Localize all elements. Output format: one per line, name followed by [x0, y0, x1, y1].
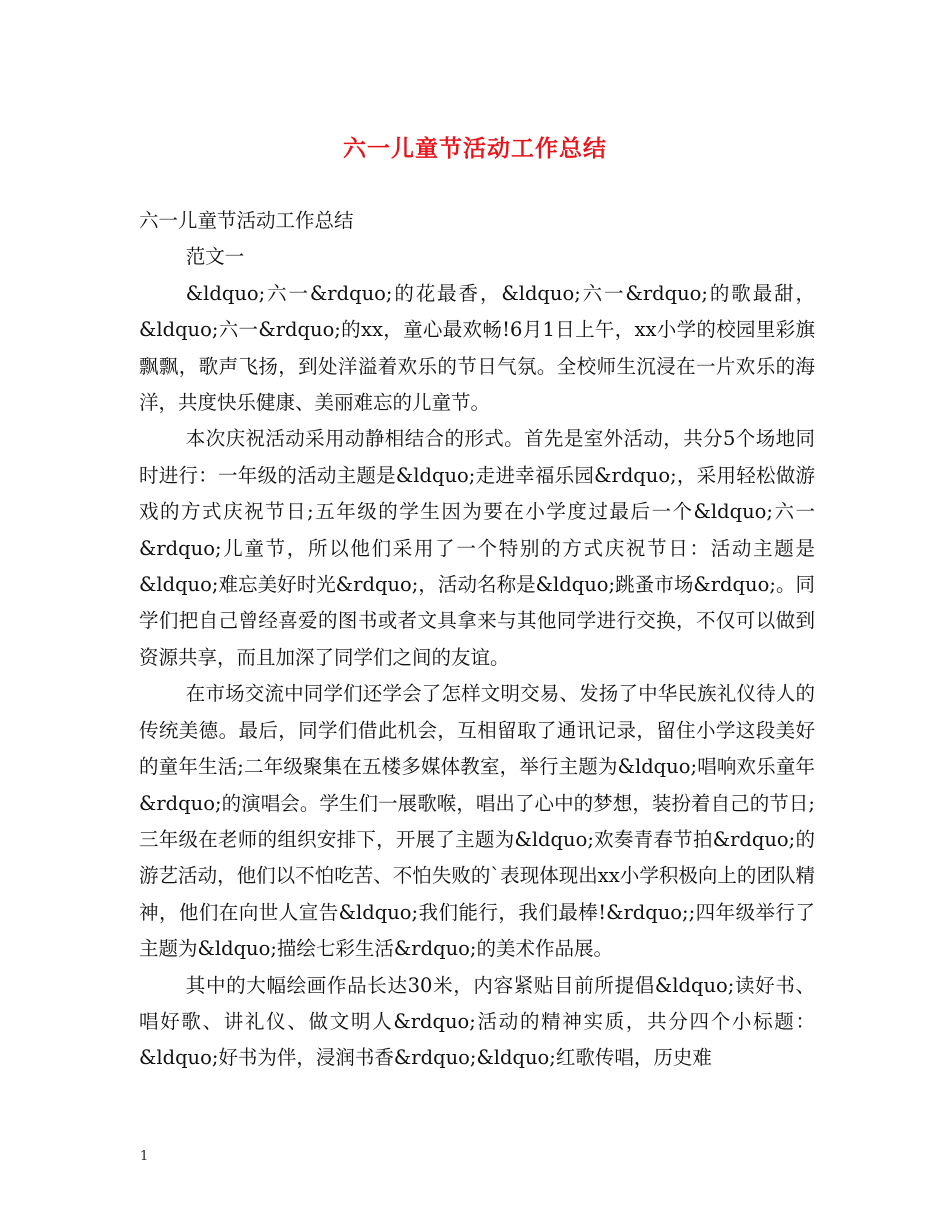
paragraph: &ldquo;六一&rdquo;的花最香，&ldquo;六一&rdquo;的歌最甜，&ldquo;六一&rdquo;的xx，童心最欢畅!6月1日上午，xx小学的校园里彩旗飘飘，歌声飞扬，到处洋溢着欢乐的节日气氛。全校师生沉浸在一片欢乐的海洋，共度快乐健康、美丽难忘的儿童节。: [139, 281, 815, 415]
paragraph: 其中的大幅绘画作品长达30米，内容紧贴目前所提倡&ldquo;读好书、唱好歌、讲礼仪、做文明人&rdquo;活动的精神实质，共分四个小标题：&ldquo;好书为伴，浸润书香&rdquo;&ldquo;红歌传唱，历史难: [139, 973, 815, 1070]
page-number: 1: [140, 1149, 149, 1164]
paragraph-subheading: 范文一: [185, 245, 245, 269]
document-body: [139, 203, 815, 1077]
document-title: 六一儿童节活动工作总结: [343, 135, 607, 162]
paragraph-heading: 六一儿童节活动工作总结: [139, 209, 354, 232]
paragraph: 本次庆祝活动采用动静相结合的形式。首先是室外活动，共分5个场地同时进行：一年级的活动主题是&ldquo;走进幸福乐园&rdquo;，采用轻松做游戏的方式庆祝节日;五年级的学生因为要在小学度过最后一个&ldquo;六一&rdquo;儿童节，所以他们采用了一个特别的方式庆祝节日：活动主题是&ldquo;难忘美好时光&rdquo;，活动名称是&ldquo;跳蚤市场&rdquo;。同学们把自己曾经喜爱的图书或者文具拿来与其他同学进行交换，不仅可以做到资源共享，而且加深了同学们之间的友谊。: [139, 427, 815, 669]
paragraph: 在市场交流中同学们还学会了怎样文明交易、发扬了中华民族礼仪待人的传统美德。最后，同学们借此机会，互相留取了通讯记录，留住小学这段美好的童年生活;二年级聚集在五楼多媒体教室，举行主题为&ldquo;唱响欢乐童年&rdquo;的演唱会。学生们一展歌喉，唱出了心中的梦想，装扮着自己的节日;三年级在老师的组织安排下，开展了主题为&ldquo;欢奏青春节拍&rdquo;的游艺活动，他们以不怕吃苦、不怕失败的`表现体现出xx小学积极向上的团队精神，他们在向世人宣告&ldquo;我们能行，我们最棒!&rdquo;;四年级举行了主题为&ldquo;描绘七彩生活&rdquo;的美术作品展。: [139, 682, 815, 961]
